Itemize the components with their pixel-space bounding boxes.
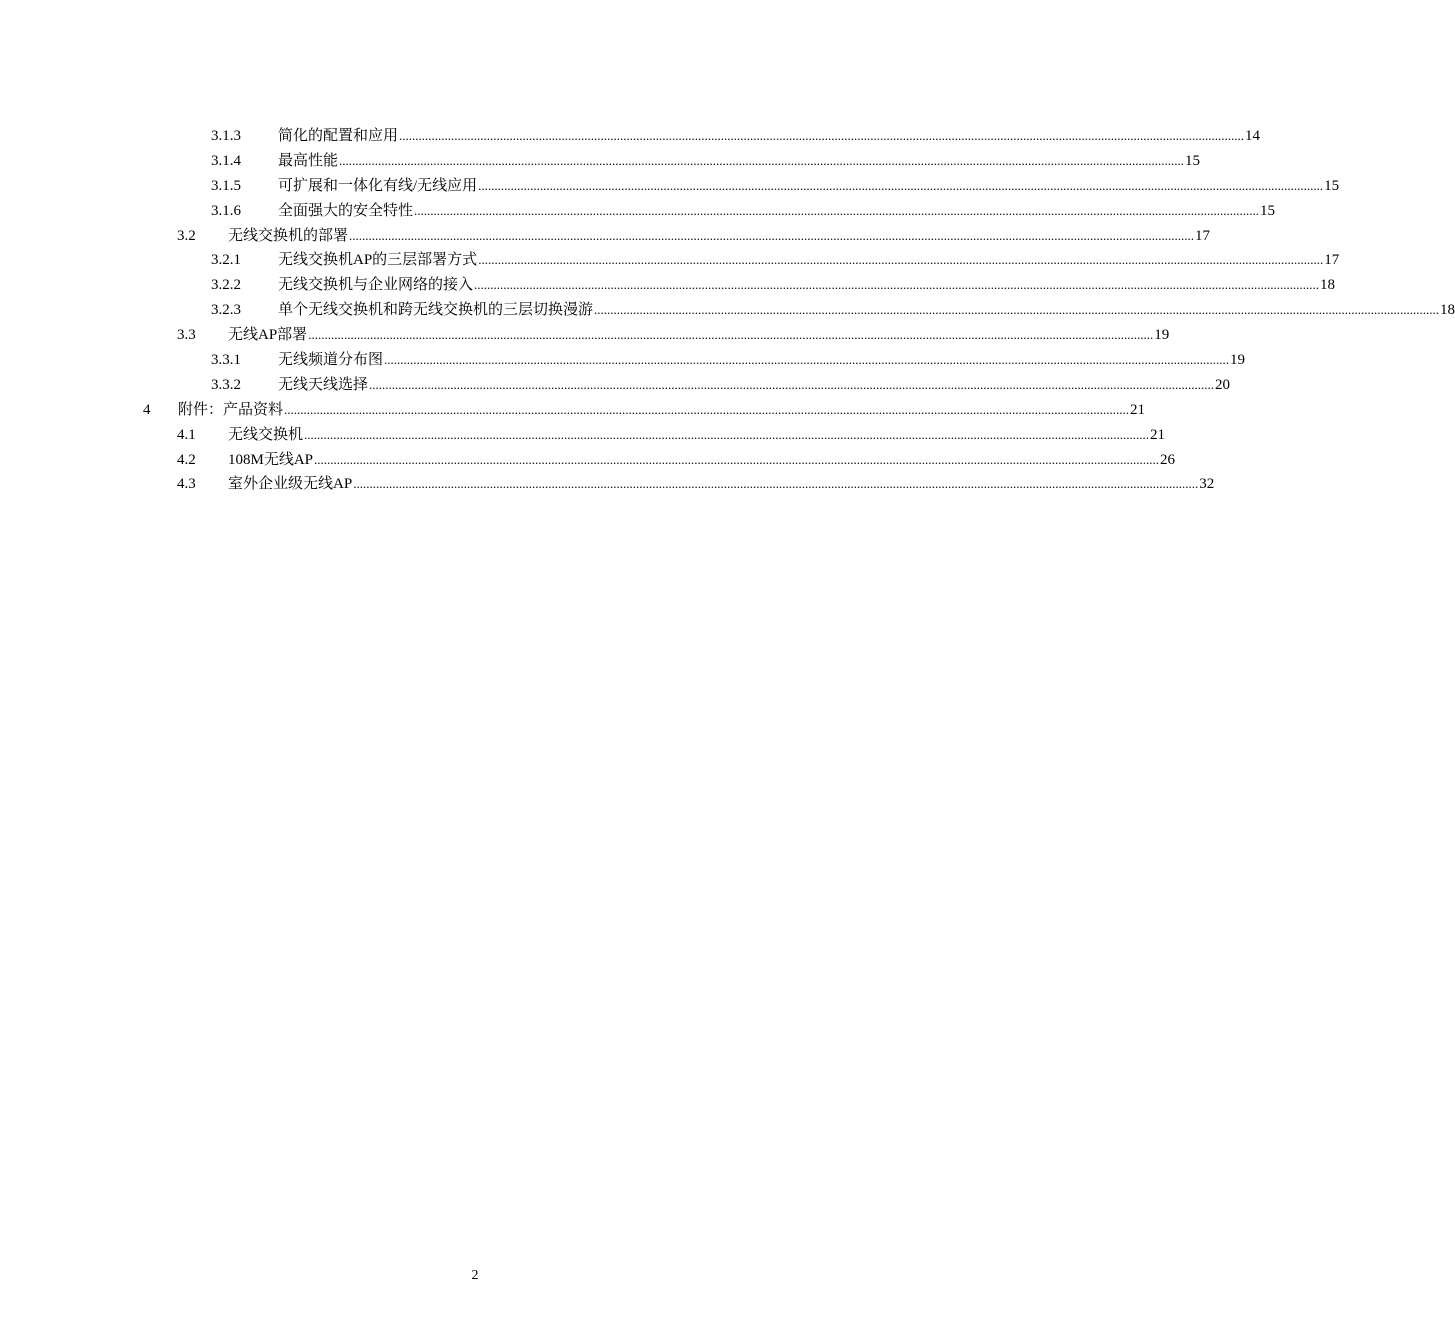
toc-entry-page: 26 [1160, 451, 1176, 468]
toc-entry[interactable] [0, 373, 1231, 398]
dot-leader: .................................................................................................................................................................................................................................................................... [414, 202, 1260, 218]
toc-entry-number: 3.1.5 [211, 177, 241, 194]
toc-entry-title: 附件：产品资料 [178, 401, 284, 418]
toc-entry-page: 15 [1185, 152, 1201, 169]
toc-entry-title: 无线交换机的部署 [228, 227, 349, 244]
toc-entry-page: 15 [1260, 202, 1276, 219]
dot-leader: .................................................................................................................................................................................................................................................................... [353, 476, 1199, 492]
toc-entry[interactable] [0, 199, 1276, 224]
toc-entry-number: 3.1.4 [211, 152, 241, 169]
toc-entry-number: 3.1.6 [211, 202, 241, 219]
toc-entry-number: 3.3.2 [211, 376, 241, 393]
toc-entry-title: 无线交换机 [228, 426, 304, 443]
toc-entry-page: 19 [1230, 352, 1246, 369]
toc-entry-page: 15 [1324, 177, 1340, 194]
toc-entry-title: 室外企业级无线AP [228, 476, 353, 493]
toc-entry-title: 无线频道分布图 [278, 352, 384, 369]
dot-leader: .................................................................................................................................................................................................................................................................... [369, 376, 1215, 392]
toc-entry[interactable] [0, 448, 1176, 473]
toc-entry-title: 无线交换机与企业网络的接入 [278, 277, 474, 294]
toc-entry-line [228, 472, 1215, 497]
toc-entry[interactable] [0, 348, 1246, 373]
toc-entry-line [278, 248, 1340, 273]
toc-entry-page: 18 [1320, 277, 1336, 294]
toc-entry-title: 最高性能 [278, 152, 339, 169]
toc-entry-page: 20 [1215, 376, 1231, 393]
dot-leader: .................................................................................................................................................................................................................................................................... [339, 152, 1185, 168]
dot-leader: .................................................................................................................................................................................................................................................................... [304, 426, 1150, 442]
toc-entry-line [278, 298, 1455, 323]
toc-entry-number: 3.2 [177, 227, 196, 244]
dot-leader: .................................................................................................................................................................................................................................................................... [314, 451, 1160, 467]
toc-entry-line [228, 448, 1176, 473]
toc-entry[interactable] [0, 248, 1340, 273]
toc-entry-title: 可扩展和一体化有线/无线应用 [278, 177, 478, 194]
toc-entry[interactable] [0, 273, 1336, 298]
toc-entry-number: 3.2.2 [211, 277, 241, 294]
toc-entry[interactable] [0, 298, 1455, 323]
dot-leader: .................................................................................................................................................................................................................................................................... [308, 327, 1154, 343]
toc-entry-line [228, 323, 1170, 348]
toc-entry-title: 无线天线选择 [278, 376, 369, 393]
toc-entry[interactable] [0, 472, 1215, 497]
dot-leader: .................................................................................................................................................................................................................................................................... [594, 302, 1440, 318]
toc-entry-number: 4.2 [177, 451, 196, 468]
toc-entry-line [278, 348, 1246, 373]
toc-entry-line [228, 224, 1211, 249]
toc-entry-number: 3.3 [177, 327, 196, 344]
page-number: 2 [471, 1268, 479, 1283]
toc-entry-number: 4.1 [177, 426, 196, 443]
toc-entry-page: 19 [1154, 327, 1170, 344]
toc-entry-line [178, 398, 1146, 423]
toc-entry-line [278, 273, 1336, 298]
toc-entry[interactable] [0, 323, 1170, 348]
toc-entry-line [278, 373, 1231, 398]
dot-leader: .................................................................................................................................................................................................................................................................... [284, 401, 1130, 417]
toc-entry[interactable] [0, 149, 1201, 174]
dot-leader: .................................................................................................................................................................................................................................................................... [349, 227, 1195, 243]
dot-leader: .................................................................................................................................................................................................................................................................... [399, 128, 1245, 143]
toc-entry-line [278, 199, 1276, 224]
toc-entry-page: 21 [1130, 401, 1146, 418]
toc-entry[interactable] [0, 423, 1166, 448]
toc-entry-number: 3.2.1 [211, 252, 241, 269]
toc-entry-line [278, 149, 1201, 174]
toc-entry-page: 17 [1324, 252, 1340, 269]
toc-entry-page: 18 [1440, 302, 1455, 319]
table-of-contents [0, 124, 1455, 497]
toc-entry-line [278, 174, 1340, 199]
toc-entry-title: 无线交换机AP的三层部署方式 [278, 252, 478, 269]
dot-leader: .................................................................................................................................................................................................................................................................... [384, 352, 1230, 368]
dot-leader: .................................................................................................................................................................................................................................................................... [474, 277, 1320, 293]
toc-entry[interactable] [0, 398, 1146, 423]
toc-entry-number: 4.3 [177, 476, 196, 493]
toc-entry[interactable] [0, 124, 1261, 149]
toc-entry-page: 17 [1195, 227, 1211, 244]
toc-entry-number: 3.3.1 [211, 352, 241, 369]
toc-entry-page: 32 [1199, 476, 1215, 493]
toc-entry-line [278, 124, 1261, 149]
toc-entry-title: 108M无线AP [228, 451, 314, 468]
toc-entry[interactable] [0, 174, 1340, 199]
toc-entry-number: 3.1.3 [211, 128, 241, 144]
toc-entry-page: 14 [1245, 128, 1261, 144]
toc-entry-title: 全面强大的安全特性 [278, 202, 414, 219]
toc-entry-title: 无线AP部署 [228, 327, 308, 344]
toc-entry-number: 3.2.3 [211, 302, 241, 319]
toc-entry-line [228, 423, 1166, 448]
toc-entry-title: 简化的配置和应用 [278, 128, 399, 144]
dot-leader: .................................................................................................................................................................................................................................................................... [478, 252, 1324, 268]
toc-entry-title: 单个无线交换机和跨无线交换机的三层切换漫游 [278, 302, 594, 319]
toc-entry[interactable] [0, 224, 1211, 249]
dot-leader: .................................................................................................................................................................................................................................................................... [478, 177, 1324, 193]
toc-entry-number: 4 [143, 401, 151, 418]
toc-entry-page: 21 [1150, 426, 1166, 443]
